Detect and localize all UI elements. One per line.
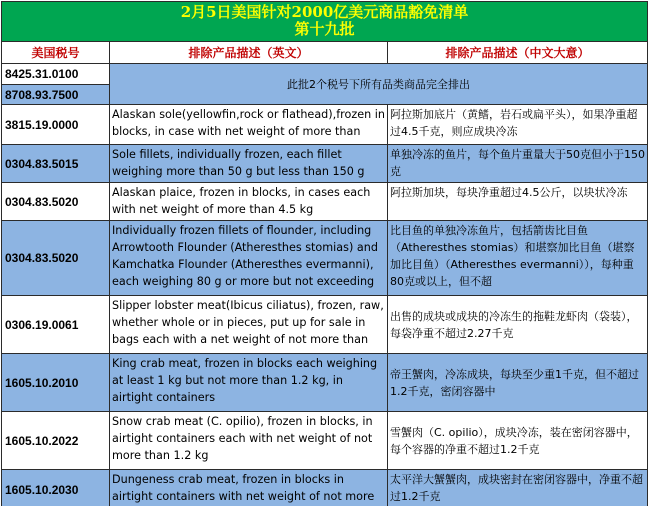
chinese-text: 太平洋大蟹蟹肉，成块密封在密闭容器中，净重不超过1.2千克 xyxy=(390,473,643,503)
tariff-code: 3815.19.0000 xyxy=(2,105,110,145)
tariff-code: 0304.83.5015 xyxy=(2,145,110,183)
header-row xyxy=(2,42,648,64)
english-description xyxy=(110,412,388,470)
english-text: Slipper lobster meat(Ibicus ciliatus), frozen, raw, whether whole or in pieces, put up for sale in bags each with a net weight of not more than xyxy=(112,299,384,346)
header-code: 美国税号 xyxy=(2,42,110,64)
english-description xyxy=(110,221,388,296)
title-row xyxy=(2,2,648,42)
table-row xyxy=(2,221,648,296)
tariff-code: 1605.10.2010 xyxy=(2,354,110,412)
table-row xyxy=(2,145,648,183)
tariff-code: 1605.10.2030 xyxy=(2,470,110,506)
table-row xyxy=(2,354,648,412)
table-title xyxy=(2,2,648,42)
english-description xyxy=(110,354,388,412)
table-row xyxy=(2,64,648,85)
title-line-2: 第十九批 xyxy=(294,20,355,38)
chinese-text: 比目鱼的单独冷冻鱼片，包括箭齿比目鱼（Atheresthes stomias）和堪察加比目鱼（堪察加比目鱼）（Atheresthes evermanni）），每种重80克或以上，但不超 xyxy=(390,224,635,288)
table-row xyxy=(2,105,648,145)
exclusion-table xyxy=(1,1,648,506)
table-row xyxy=(2,470,648,506)
chinese-description xyxy=(388,145,648,183)
title-line-1: 2月5日美国针对2000亿美元商品豁免清单 xyxy=(180,3,469,21)
table-row xyxy=(2,412,648,470)
english-description xyxy=(110,183,388,221)
chinese-description xyxy=(388,296,648,354)
english-description xyxy=(110,470,388,506)
header-chinese: 排除产品描述（中文大意） xyxy=(388,42,648,64)
chinese-text: 帝王蟹肉，冷冻成块，每块至少重1千克，但不超过1.2千克，密闭容器中 xyxy=(390,368,639,398)
tariff-code: 8708.93.7500 xyxy=(2,85,110,105)
english-text: King crab meat, frozen in blocks each weighing at least 1 kg but not more than 1.2 kg, in airtight containers xyxy=(112,357,378,404)
header-english: 排除产品描述（英文） xyxy=(110,42,388,64)
english-text: Dungeness crab meat, frozen in blocks in airtight containers with net weight of not more xyxy=(112,473,375,503)
english-text: Sole fillets, individually frozen, each fillet weighing more than 50 g but less than 150 g xyxy=(112,148,365,178)
table-row xyxy=(2,296,648,354)
chinese-description xyxy=(388,221,648,296)
chinese-description xyxy=(388,412,648,470)
chinese-text: 雪蟹肉（C. opilio），成块冷冻，装在密闭容器中，每个容器的净重不超过1.2千克 xyxy=(390,426,638,456)
table-row xyxy=(2,183,648,221)
tariff-code: 0304.83.5020 xyxy=(2,183,110,221)
english-text: Snow crab meat (C. opilio), frozen in blocks, in airtight containers each with net weight of not more than 1.2 kg xyxy=(112,415,373,462)
tariff-code: 1605.10.2022 xyxy=(2,412,110,470)
chinese-description xyxy=(388,354,648,412)
english-description xyxy=(110,296,388,354)
merged-note: 此批2个税号下所有品类商品完全排出 xyxy=(110,64,648,105)
english-text: Alaskan plaice, frozen in blocks, in cases each with net weight of more than 4.5 kg xyxy=(112,186,371,216)
english-description xyxy=(110,105,388,145)
tariff-code: 8425.31.0100 xyxy=(2,64,110,85)
chinese-description xyxy=(388,183,648,221)
chinese-text: 出售的成块或成块的冷冻生的拖鞋龙虾肉（袋装），每袋净重不超过2.27千克 xyxy=(390,310,638,340)
english-text: Alaskan sole(yellowfin,rock or flathead),frozen in blocks, in case with net weight of more than xyxy=(112,108,385,138)
chinese-text: 阿拉斯加块，每块净重超过4.5公斤，以块状冷冻 xyxy=(390,186,628,199)
chinese-text: 单独冷冻的鱼片，每个鱼片重量大于50克但小于150克 xyxy=(390,148,645,178)
english-description xyxy=(110,145,388,183)
english-text: Individually frozen fillets of flounder, including Arrowtooth Flounder (Atheresthes stomias) and Kamchatka Flounder (Atheresthes evermanni), each weighing 80 g or more but not exceeding xyxy=(112,224,378,288)
tariff-code: 0304.83.5020 xyxy=(2,221,110,296)
chinese-description xyxy=(388,470,648,506)
chinese-text: 阿拉斯加底片（黄鳍，岩石或扁平头），如果净重超过4.5千克，则应成块冷冻 xyxy=(390,108,638,138)
tariff-code: 0306.19.0061 xyxy=(2,296,110,354)
chinese-description xyxy=(388,105,648,145)
